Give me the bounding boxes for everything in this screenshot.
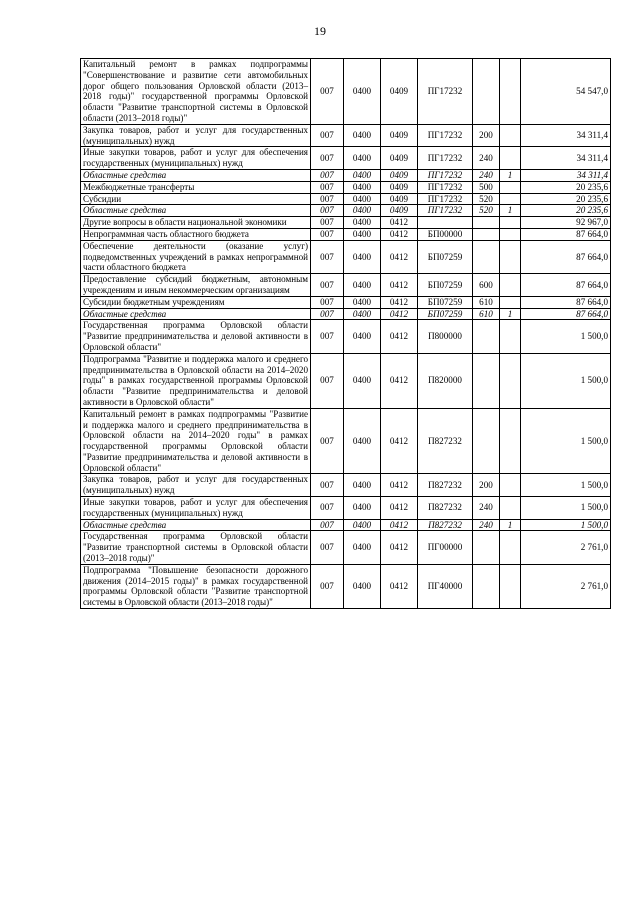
expense-type-cell: 200 [473, 474, 500, 497]
section-code-cell: 0400 [344, 564, 381, 608]
grbs-code-cell: 007 [311, 228, 344, 240]
expense-type-cell: 240 [473, 497, 500, 520]
table-row [81, 274, 611, 297]
target-article-cell: БП07259 [418, 274, 473, 297]
subsection-code-cell: 0412 [381, 308, 418, 320]
target-article-cell: ПГ00000 [418, 531, 473, 564]
target-article-cell: ПГ17232 [418, 205, 473, 217]
grbs-code-cell: 007 [311, 181, 344, 193]
section-code-cell: 0400 [344, 240, 381, 273]
amount-cell: 34 311,4 [521, 169, 611, 181]
subsection-code-cell: 0412 [381, 408, 418, 474]
funding-source-cell [500, 497, 521, 520]
funding-source-cell [500, 124, 521, 147]
target-article-cell: БП00000 [418, 228, 473, 240]
grbs-code-cell: 007 [311, 408, 344, 474]
section-code-cell: 0400 [344, 497, 381, 520]
grbs-code-cell: 007 [311, 59, 344, 125]
target-article-cell: П820000 [418, 353, 473, 408]
expense-type-cell: 240 [473, 519, 500, 531]
section-code-cell: 0400 [344, 474, 381, 497]
expense-type-cell: 520 [473, 193, 500, 205]
amount-cell: 1 500,0 [521, 353, 611, 408]
table-row [81, 193, 611, 205]
amount-cell: 20 235,6 [521, 205, 611, 217]
amount-cell: 34 311,4 [521, 124, 611, 147]
funding-source-cell: 1 [500, 519, 521, 531]
table-row [81, 408, 611, 474]
section-code-cell: 0400 [344, 169, 381, 181]
grbs-code-cell: 007 [311, 564, 344, 608]
section-code-cell: 0400 [344, 147, 381, 170]
grbs-code-cell: 007 [311, 274, 344, 297]
expense-name-cell: Обеспечение деятельности (оказание услуг) подведомственных учреждений в рамках непрограммной части областного бюджета [81, 240, 311, 273]
target-article-cell: ПГ17232 [418, 59, 473, 125]
subsection-code-cell: 0412 [381, 564, 418, 608]
target-article-cell: БП07259 [418, 308, 473, 320]
subsection-code-cell: 0409 [381, 147, 418, 170]
table-row [81, 308, 611, 320]
target-article-cell: ПГ40000 [418, 564, 473, 608]
subsection-code-cell: 0409 [381, 59, 418, 125]
grbs-code-cell: 007 [311, 124, 344, 147]
target-article-cell [418, 217, 473, 229]
subsection-code-cell: 0409 [381, 169, 418, 181]
grbs-code-cell: 007 [311, 217, 344, 229]
subsection-code-cell: 0412 [381, 274, 418, 297]
table-row [81, 228, 611, 240]
expense-type-cell [473, 408, 500, 474]
table-row [81, 169, 611, 181]
section-code-cell: 0400 [344, 320, 381, 353]
expense-type-cell: 500 [473, 181, 500, 193]
section-code-cell: 0400 [344, 124, 381, 147]
funding-source-cell: 1 [500, 169, 521, 181]
grbs-code-cell: 007 [311, 519, 344, 531]
grbs-code-cell: 007 [311, 193, 344, 205]
table-row [81, 59, 611, 125]
table-row [81, 564, 611, 608]
funding-source-cell [500, 320, 521, 353]
funding-source-cell [500, 147, 521, 170]
amount-cell: 1 500,0 [521, 519, 611, 531]
funding-source-cell [500, 531, 521, 564]
expense-type-cell [473, 228, 500, 240]
budget-table [80, 58, 611, 609]
funding-source-cell [500, 228, 521, 240]
funding-source-cell [500, 274, 521, 297]
amount-cell: 20 235,6 [521, 181, 611, 193]
funding-source-cell [500, 193, 521, 205]
expense-name-cell: Подпрограмма "Повышение безопасности дорожного движения (2014–2015 годы)" в рамках государственной программы Орловской области "Развитие транспортной системы в Орловской области (2013–2018 годы)" [81, 564, 311, 608]
subsection-code-cell: 0412 [381, 296, 418, 308]
expense-name-cell: Подпрограмма "Развитие и поддержка малого и среднего предпринимательства в Орловской области на 2014–2020 годы" в рамках государственной программы Орловской области "Развитие предпринимательства и деловой активности в Орловской области" [81, 353, 311, 408]
expense-type-cell: 200 [473, 124, 500, 147]
table-row [81, 147, 611, 170]
funding-source-cell [500, 564, 521, 608]
table-row [81, 497, 611, 520]
expense-type-cell: 520 [473, 205, 500, 217]
amount-cell: 92 967,0 [521, 217, 611, 229]
expense-type-cell [473, 240, 500, 273]
amount-cell: 87 664,0 [521, 240, 611, 273]
subsection-code-cell: 0412 [381, 228, 418, 240]
target-article-cell: ПГ17232 [418, 124, 473, 147]
section-code-cell: 0400 [344, 308, 381, 320]
expense-name-cell: Субсидии [81, 193, 311, 205]
amount-cell: 1 500,0 [521, 497, 611, 520]
expense-type-cell [473, 217, 500, 229]
table-row [81, 519, 611, 531]
subsection-code-cell: 0412 [381, 519, 418, 531]
amount-cell: 87 664,0 [521, 308, 611, 320]
target-article-cell: П827232 [418, 497, 473, 520]
table-row [81, 217, 611, 229]
grbs-code-cell: 007 [311, 205, 344, 217]
subsection-code-cell: 0409 [381, 124, 418, 147]
amount-cell: 1 500,0 [521, 474, 611, 497]
grbs-code-cell: 007 [311, 353, 344, 408]
grbs-code-cell: 007 [311, 308, 344, 320]
funding-source-cell [500, 474, 521, 497]
subsection-code-cell: 0409 [381, 193, 418, 205]
target-article-cell: БП07259 [418, 296, 473, 308]
expense-name-cell: Непрограммная часть областного бюджета [81, 228, 311, 240]
grbs-code-cell: 007 [311, 240, 344, 273]
amount-cell: 2 761,0 [521, 531, 611, 564]
amount-cell: 54 547,0 [521, 59, 611, 125]
target-article-cell: БП07259 [418, 240, 473, 273]
funding-source-cell [500, 59, 521, 125]
expense-name-cell: Капитальный ремонт в рамках подпрограммы "Совершенствование и развитие сети автомобильных дорог общего пользования Орловской области (2013–2018 годы)" государственной программы Орловской области "Развитие транспортной системы в Орловской области (2013–2018 годы)" [81, 59, 311, 125]
amount-cell: 87 664,0 [521, 296, 611, 308]
funding-source-cell: 1 [500, 308, 521, 320]
table-row [81, 181, 611, 193]
section-code-cell: 0400 [344, 205, 381, 217]
subsection-code-cell: 0412 [381, 531, 418, 564]
grbs-code-cell: 007 [311, 474, 344, 497]
expense-name-cell: Государственная программа Орловской области "Развитие транспортной системы в Орловской области (2013–2018 годы)" [81, 531, 311, 564]
expense-type-cell [473, 564, 500, 608]
expense-name-cell: Межбюджетные трансферты [81, 181, 311, 193]
amount-cell: 2 761,0 [521, 564, 611, 608]
table-row [81, 205, 611, 217]
target-article-cell: П827232 [418, 519, 473, 531]
subsection-code-cell: 0412 [381, 353, 418, 408]
table-row [81, 474, 611, 497]
amount-cell: 1 500,0 [521, 320, 611, 353]
grbs-code-cell: 007 [311, 147, 344, 170]
subsection-code-cell: 0412 [381, 320, 418, 353]
expense-type-cell: 600 [473, 274, 500, 297]
target-article-cell: ПГ17232 [418, 193, 473, 205]
expense-name-cell: Иные закупки товаров, работ и услуг для обеспечения государственных (муниципальных) нужд [81, 147, 311, 170]
funding-source-cell [500, 353, 521, 408]
funding-source-cell [500, 181, 521, 193]
expense-name-cell: Другие вопросы в области национальной экономики [81, 217, 311, 229]
amount-cell: 34 311,4 [521, 147, 611, 170]
target-article-cell: ПГ17232 [418, 181, 473, 193]
section-code-cell: 0400 [344, 193, 381, 205]
subsection-code-cell: 0412 [381, 217, 418, 229]
table-row [81, 124, 611, 147]
amount-cell: 20 235,6 [521, 193, 611, 205]
expense-name-cell: Субсидии бюджетным учреждениям [81, 296, 311, 308]
expense-type-cell [473, 353, 500, 408]
target-article-cell: П800000 [418, 320, 473, 353]
expense-name-cell: Областные средства [81, 308, 311, 320]
grbs-code-cell: 007 [311, 296, 344, 308]
expense-name-cell: Иные закупки товаров, работ и услуг для обеспечения государственных (муниципальных) нужд [81, 497, 311, 520]
expense-type-cell: 610 [473, 308, 500, 320]
section-code-cell: 0400 [344, 217, 381, 229]
section-code-cell: 0400 [344, 353, 381, 408]
table-body [81, 59, 611, 609]
subsection-code-cell: 0412 [381, 474, 418, 497]
expense-name-cell: Предоставление субсидий бюджетным, автономным учреждениям и иным некоммерческим организациям [81, 274, 311, 297]
expense-name-cell: Закупка товаров, работ и услуг для государственных (муниципальных) нужд [81, 474, 311, 497]
subsection-code-cell: 0412 [381, 497, 418, 520]
section-code-cell: 0400 [344, 531, 381, 564]
funding-source-cell [500, 240, 521, 273]
expense-type-cell [473, 320, 500, 353]
subsection-code-cell: 0409 [381, 205, 418, 217]
expense-name-cell: Закупка товаров, работ и услуг для государственных (муниципальных) нужд [81, 124, 311, 147]
expense-type-cell: 610 [473, 296, 500, 308]
page-number: 19 [314, 24, 326, 38]
expense-name-cell: Капитальный ремонт в рамках подпрограммы "Развитие и поддержка малого и среднего предпринимательства в Орловской области на 2014–2020 годы" в рамках государственной программы Орловской области "Развитие предпринимательства и деловой активности в Орловской области" [81, 408, 311, 474]
section-code-cell: 0400 [344, 408, 381, 474]
section-code-cell: 0400 [344, 228, 381, 240]
expense-name-cell: Областные средства [81, 169, 311, 181]
section-code-cell: 0400 [344, 59, 381, 125]
expense-type-cell: 240 [473, 147, 500, 170]
subsection-code-cell: 0409 [381, 181, 418, 193]
section-code-cell: 0400 [344, 296, 381, 308]
funding-source-cell: 1 [500, 205, 521, 217]
target-article-cell: П827232 [418, 474, 473, 497]
grbs-code-cell: 007 [311, 497, 344, 520]
funding-source-cell [500, 296, 521, 308]
subsection-code-cell: 0412 [381, 240, 418, 273]
amount-cell: 1 500,0 [521, 408, 611, 474]
expense-type-cell: 240 [473, 169, 500, 181]
expense-name-cell: Областные средства [81, 205, 311, 217]
funding-source-cell [500, 217, 521, 229]
table-row [81, 320, 611, 353]
section-code-cell: 0400 [344, 519, 381, 531]
target-article-cell: П827232 [418, 408, 473, 474]
grbs-code-cell: 007 [311, 169, 344, 181]
expense-type-cell [473, 531, 500, 564]
amount-cell: 87 664,0 [521, 274, 611, 297]
table-row [81, 531, 611, 564]
expense-name-cell: Государственная программа Орловской области "Развитие предпринимательства и деловой активности в Орловской области" [81, 320, 311, 353]
section-code-cell: 0400 [344, 274, 381, 297]
funding-source-cell [500, 408, 521, 474]
target-article-cell: ПГ17232 [418, 147, 473, 170]
expense-type-cell [473, 59, 500, 125]
grbs-code-cell: 007 [311, 320, 344, 353]
amount-cell: 87 664,0 [521, 228, 611, 240]
table-row [81, 240, 611, 273]
table-row [81, 353, 611, 408]
target-article-cell: ПГ17232 [418, 169, 473, 181]
grbs-code-cell: 007 [311, 531, 344, 564]
section-code-cell: 0400 [344, 181, 381, 193]
table-row [81, 296, 611, 308]
expense-name-cell: Областные средства [81, 519, 311, 531]
